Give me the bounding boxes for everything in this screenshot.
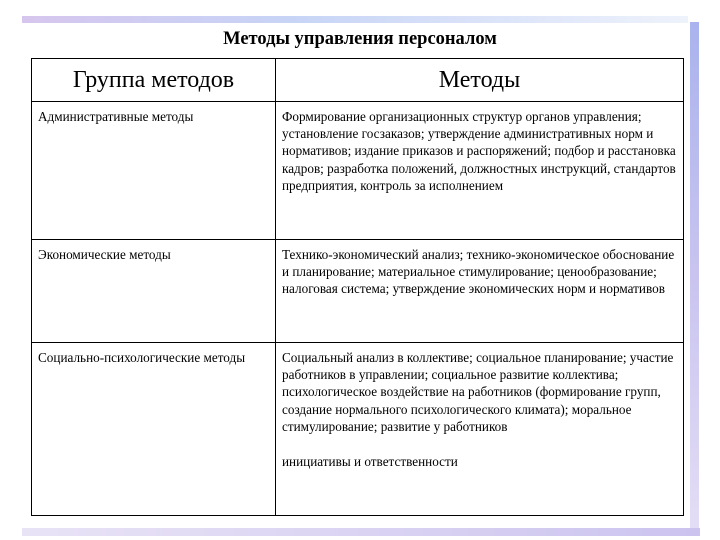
decorative-top-bar — [22, 16, 688, 23]
header-methods: Методы — [276, 59, 684, 102]
row-admin-methods: Формирование организационных структур органов управления; установление госзаказов; утверждение административных норм и нормативов; издание приказов и распоряжений; подбор и расстановка кадров; разработка положений, должностных инструкций, стандартов предприятия, контроль за исполнением — [276, 102, 684, 240]
table-row — [32, 343, 684, 516]
row-social-methods: Социальный анализ в коллективе; социальное планирование; участие работников в управлении; социальное развитие коллектива; психологическое воздействие на работников (формирование групп, создание нормального психологического климата); моральное стимулирование; развитие у работников — [282, 350, 674, 434]
methods-table — [31, 58, 684, 516]
decorative-bottom-bar — [22, 528, 700, 536]
table-row — [32, 240, 684, 343]
page-title: Методы управления персоналом — [223, 29, 497, 49]
decorative-right-bar — [690, 22, 699, 534]
row-admin-group: Административные методы — [32, 102, 276, 240]
row-economic-methods: Технико-экономический анализ; технико-экономическое обоснование и планирование; материальное стимулирование; ценообразование; налоговая система; утверждение экономических норм и нормативов — [276, 240, 684, 343]
row-economic-group: Экономические методы — [32, 240, 276, 343]
table-row — [32, 102, 684, 240]
row-social-methods-tail: инициативы и ответственности — [282, 454, 458, 470]
row-social-methods-cell — [276, 343, 684, 516]
table-header-row — [32, 59, 684, 102]
row-social-group: Социально-психологические методы — [32, 343, 276, 516]
header-group: Группа методов — [32, 59, 276, 102]
